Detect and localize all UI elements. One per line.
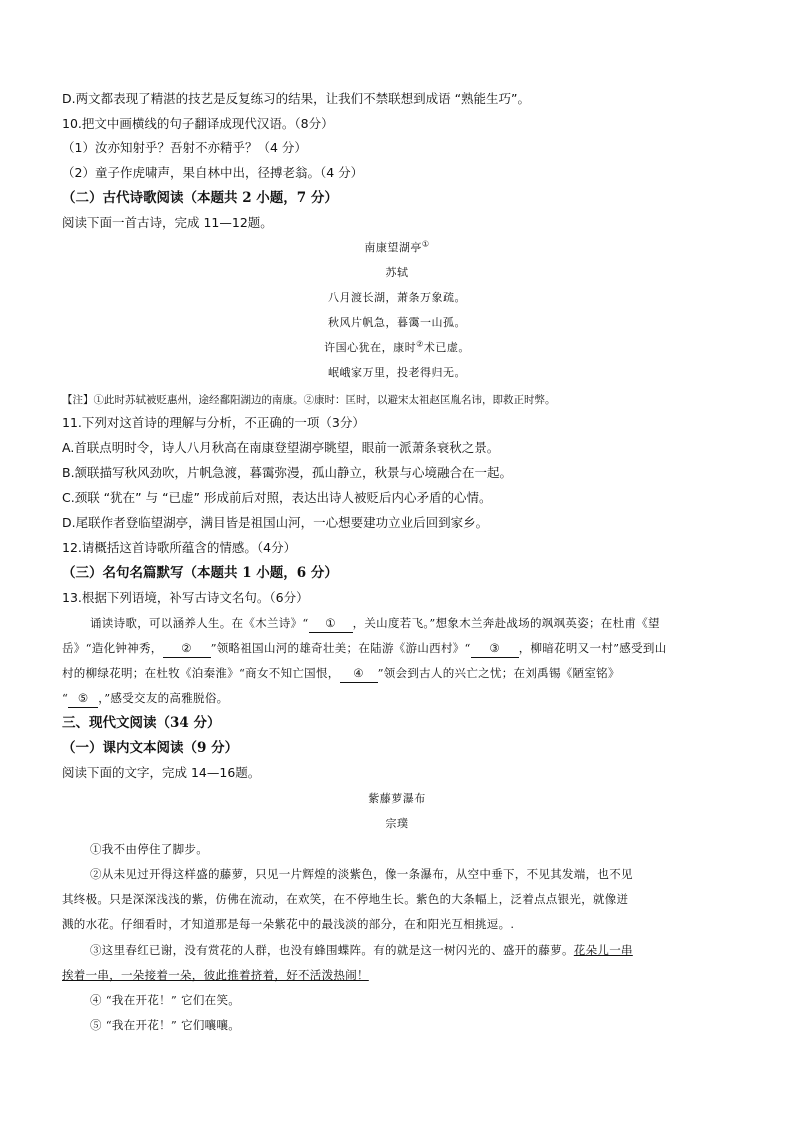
q11-option-c: C.颈联 “犹在” 与 “已虚” 形成前后对照，表达出诗人被贬后内心矛盾的心情。	[62, 490, 492, 505]
q13-context-line-4	[62, 689, 228, 708]
q13-text: ”领会到古人的兴亡之忧；在刘禹锡《陋室铭》	[377, 666, 620, 680]
poem-title-footnote-mark: ①	[421, 239, 430, 249]
poem-footnote: 【注】①此时苏轼被贬惠州，途经鄱阳湖边的南康。②康时：匡时，以避宋太祖赵匡胤名讳，即救正时弊。	[62, 394, 556, 406]
q12-prompt: 12.请概括这首诗歌所蕴含的情感。（4分）	[62, 540, 297, 555]
answer-blank-2[interactable]: ②	[163, 639, 211, 658]
q11-option-a: A.首联点明时令，诗人八月秋高在南康登望湖亭眺望，眼前一派萧条衰秋之景。	[62, 440, 500, 455]
answer-blank-3[interactable]: ③	[471, 639, 519, 658]
q10-prompt: 10.把文中画横线的句子翻译成现代汉语。（8分）	[62, 116, 334, 131]
answer-blank-4[interactable]: ④	[340, 664, 378, 683]
q13-text: “	[62, 691, 69, 705]
q13-text: ，关山度若飞。”想象木兰奔赴战场的飒飒英姿；在杜甫《望	[352, 616, 660, 630]
text-title: 紫藤萝瀑布	[368, 792, 426, 805]
poem-line-3-part-a: 许国心犹在，康时	[324, 341, 417, 354]
q11-option-d: D.尾联作者登临望湖亭，满目皆是祖国山河，一心想要建功立业后回到家乡。	[62, 515, 489, 530]
q11-option-b: B.颔联描写秋风劲吹，片帆急渡，暮霭弥漫，孤山静立，秋景与心境融合在一起。	[62, 465, 513, 480]
q10-item-2: （2）童子作虎啸声，果自林中出，径搏老翁。（4 分）	[62, 165, 364, 180]
q13-text: ”领略祖国山河的雄奇壮美；在陆游《游山西村》“	[210, 641, 471, 655]
underlined-sentence: 花朵儿一串	[573, 943, 633, 957]
section-recitation-title: （三）名句名篇默写（本题共 1 小题，6 分）	[62, 565, 338, 581]
section-poetry-title: （二）古代诗歌阅读（本题共 2 小题，7 分）	[62, 190, 338, 206]
paragraph-2-line-2: 其终极。只是深深浅浅的紫，仿佛在流动，在欢笑，在不停地生长。紫色的大条幅上，泛着点点银光，就像迸	[62, 892, 629, 906]
q13-prompt: 13.根据下列语境，补写古诗文名句。（6分）	[62, 590, 309, 605]
paragraph-2-line-1: ②从未见过开得这样盛的藤萝，只见一片辉煌的淡紫色，像一条瀑布，从空中垂下，不见其发端，也不见	[90, 867, 633, 881]
paragraph-3-line-2: 挨着一串，一朵接着一朵，彼此推着挤着，好不活泼热闹！	[62, 968, 369, 982]
q13-text: 诵读诗歌，可以涵养人生。在《木兰诗》“	[90, 616, 309, 630]
poem-title	[0, 239, 794, 257]
poem-line-3	[0, 339, 794, 357]
poem-line-1: 八月渡长湖，萧条万象疏。	[328, 291, 466, 304]
poem-title-text: 南康望湖亭	[364, 241, 422, 254]
part-three-intro: 阅读下面的文字，完成 14—16题。	[62, 765, 261, 780]
paragraph-2-line-3: 溅的水花。仔细看时，才知道那是每一朵紫花中的最浅淡的部分，在和阳光互相挑逗。.	[62, 917, 515, 931]
q10-item-1: （1）汝亦知射乎？吾射不亦精乎？（4 分）	[62, 140, 307, 155]
part-three-title: 三、现代文阅读（34 分）	[62, 715, 221, 731]
part-three-subtitle: （一）课内文本阅读（9 分）	[62, 740, 239, 756]
answer-blank-5[interactable]: ⑤	[68, 689, 98, 708]
paragraph-4: ④ “我在开花！” 它们在笑。	[90, 993, 241, 1007]
poem-line-3-footnote-mark: ②	[416, 339, 424, 349]
q11-prompt: 11.下列对这首诗的理解与分析，不正确的一项（3分）	[62, 415, 365, 430]
answer-blank-1[interactable]: ①	[309, 614, 353, 633]
q13-text: 村的柳绿花明；在杜牧《泊秦淮》“商女不知亡国恨，	[62, 666, 340, 680]
section-poetry-intro: 阅读下面一首古诗，完成 11—12题。	[62, 215, 273, 230]
q13-text: 岳》“造化钟神秀，	[62, 641, 163, 655]
q13-text: ，柳暗花明又一村”感受到山	[518, 641, 667, 655]
q9-option-d: D.两文都表现了精湛的技艺是反复练习的结果，让我们不禁联想到成语 “熟能生巧”。	[62, 91, 531, 106]
q13-context-line-2	[62, 639, 667, 658]
paragraph-3-line-1	[90, 941, 633, 959]
poem-line-3-part-b: 术已虚。	[423, 341, 470, 354]
poem-line-4: 岷峨家万里，投老得归无。	[328, 366, 466, 379]
paragraph-5: ⑤ “我在开花！” 它们嚷嚷。	[90, 1018, 241, 1032]
paragraph-3-text: ③这里春红已谢，没有赏花的人群，也没有蜂围蝶阵。有的就是这一树闪光的、盛开的藤萝。	[90, 943, 574, 957]
poem-line-2: 秋风片帆急，暮霭一山孤。	[328, 316, 466, 329]
q13-text: ，”感受交友的高雅脱俗。	[98, 691, 229, 705]
paragraph-1: ①我不由停住了脚步。	[90, 842, 208, 856]
q13-context-line-1	[90, 614, 660, 633]
text-author: 宗璞	[385, 817, 409, 830]
poem-author: 苏轼	[385, 266, 409, 279]
q13-context-line-3	[62, 664, 620, 683]
